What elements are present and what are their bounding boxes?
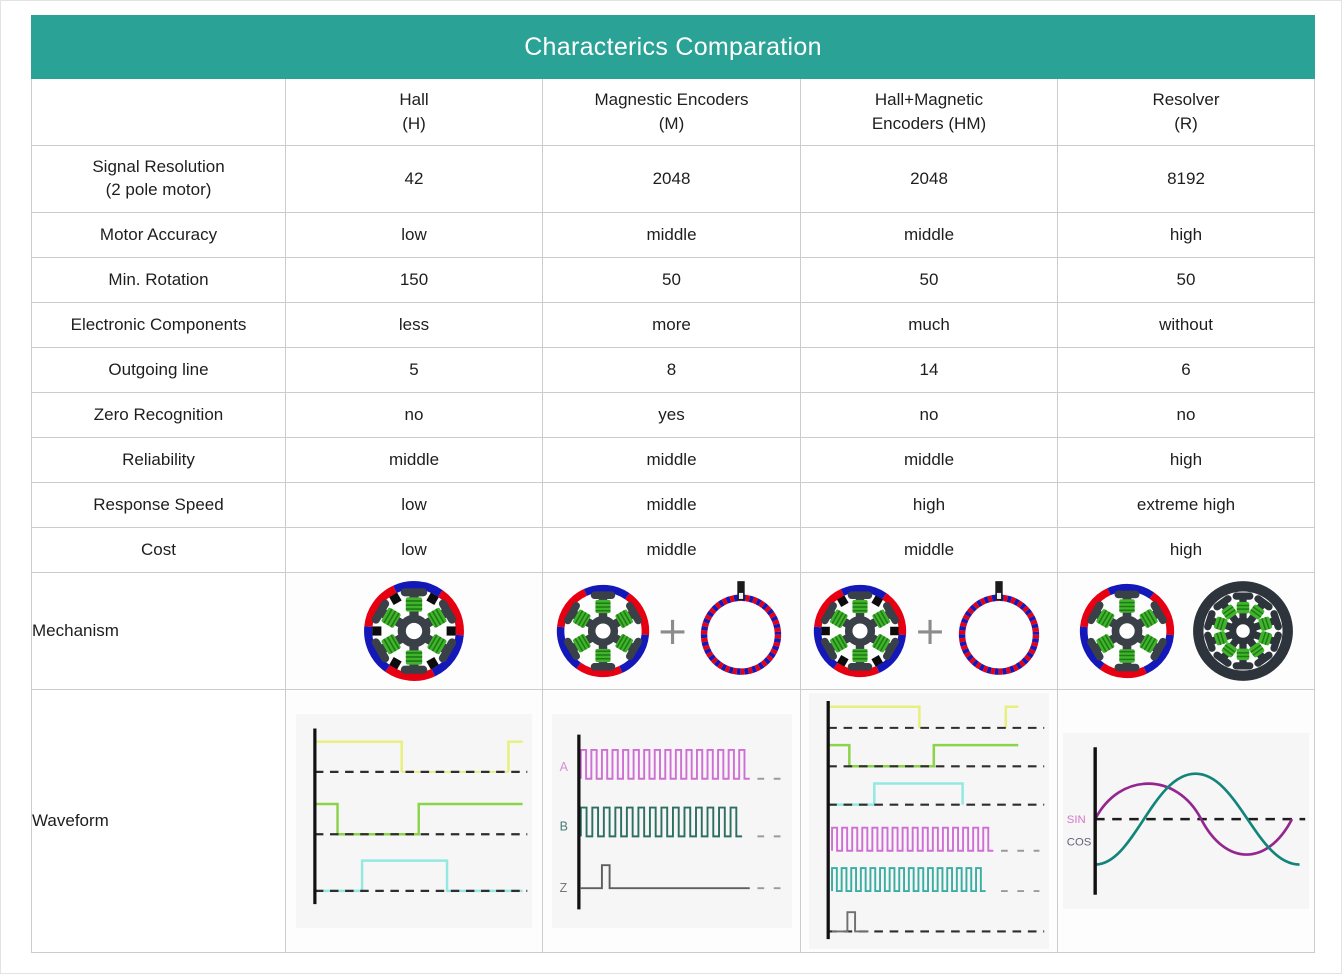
value-cell: high [801,483,1058,528]
hall-motor-graphic [811,582,909,680]
plus-icon: + [914,609,946,653]
resolver-waveform-graphic [1063,733,1309,909]
column-header-hall: Hall (H) [286,79,543,146]
value-cell: middle [801,438,1058,483]
trace-label-cos: COS [1066,836,1092,849]
table-row-motor-accuracy [32,213,1315,258]
column-header-hall-magnetic: Hall+Magnetic Encoders (HM) [801,79,1058,146]
value-cell: middle [801,528,1058,573]
trace-label-b: B [559,819,568,834]
row-label: Electronic Components [32,303,286,348]
hall-waveform-graphic [296,714,532,928]
value-cell: low [286,213,543,258]
trace-label-a: A [559,760,568,775]
value-cell: 150 [286,258,543,303]
value-cell: middle [543,213,801,258]
value-cell: middle [286,438,543,483]
mechanism-cell-hall [286,573,543,690]
comparison-table [31,15,1315,953]
row-label: Zero Recognition [32,393,286,438]
magnetic-encoder-ring-graphic [693,577,789,685]
value-cell: low [286,528,543,573]
value-cell: 42 [286,146,543,213]
value-cell: 50 [801,258,1058,303]
waveform-cell-magnetic-encoder [543,690,801,953]
table-row-electronic-components [32,303,1315,348]
value-cell: extreme high [1058,483,1315,528]
value-cell: 8192 [1058,146,1315,213]
value-cell: high [1058,213,1315,258]
value-cell: 8 [543,348,801,393]
value-cell: high [1058,438,1315,483]
value-cell: middle [543,483,801,528]
hall-magnetic-waveform-graphic [809,693,1049,949]
value-cell: much [801,303,1058,348]
page-title: Characterics Comparation [32,16,1315,79]
value-cell: yes [543,393,801,438]
waveform-cell-hall-magnetic [801,690,1058,953]
mechanism-cell-resolver [1058,573,1315,690]
resolver-wheel-graphic [1191,579,1295,683]
motor-graphic [554,582,652,680]
value-cell: 14 [801,348,1058,393]
table-row-response-speed [32,483,1315,528]
trace-label-sin: SIN [1066,813,1086,826]
value-cell: 6 [1058,348,1315,393]
table-row-min-rotation [32,258,1315,303]
motor-graphic [1077,581,1177,681]
table-row-zero-recognition [32,393,1315,438]
encoder-waveform-graphic [552,714,792,928]
row-label: Min. Rotation [32,258,286,303]
magnetic-encoder-ring-graphic [951,577,1047,685]
value-cell: more [543,303,801,348]
value-cell: less [286,303,543,348]
row-label: Outgoing line [32,348,286,393]
table-row-cost [32,528,1315,573]
table-row-waveform [32,690,1315,953]
trace-label-z: Z [559,881,567,896]
value-cell: no [1058,393,1315,438]
mechanism-cell-hall-magnetic [801,573,1058,690]
title-bar [32,16,1315,79]
value-cell: middle [543,438,801,483]
row-label: Signal Resolution (2 pole motor) [32,146,286,213]
value-cell: no [801,393,1058,438]
value-cell: 50 [1058,258,1315,303]
value-cell: middle [543,528,801,573]
row-label: Reliability [32,438,286,483]
row-label: Cost [32,528,286,573]
row-label: Waveform [32,690,286,953]
value-cell: without [1058,303,1315,348]
row-label: Motor Accuracy [32,213,286,258]
table-row-outgoing-line [32,348,1315,393]
hall-motor-graphic [361,578,467,684]
waveform-cell-hall [286,690,543,953]
value-cell: middle [801,213,1058,258]
column-header-magnetic-encoders: Magnestic Encoders (M) [543,79,801,146]
value-cell: low [286,483,543,528]
column-header-resolver: Resolver (R) [1058,79,1315,146]
value-cell: no [286,393,543,438]
row-label: Mechanism [32,573,286,690]
table-row-signal-resolution [32,146,1315,213]
value-cell: 2048 [801,146,1058,213]
value-cell: high [1058,528,1315,573]
mechanism-cell-magnetic-encoder [543,573,801,690]
value-cell: 5 [286,348,543,393]
table-row-mechanism [32,573,1315,690]
waveform-cell-resolver [1058,690,1315,953]
column-header-row [32,79,1315,146]
plus-icon: + [656,609,689,653]
value-cell: 50 [543,258,801,303]
corner-cell [32,79,286,146]
row-label: Response Speed [32,483,286,528]
table-row-reliability [32,438,1315,483]
value-cell: 2048 [543,146,801,213]
